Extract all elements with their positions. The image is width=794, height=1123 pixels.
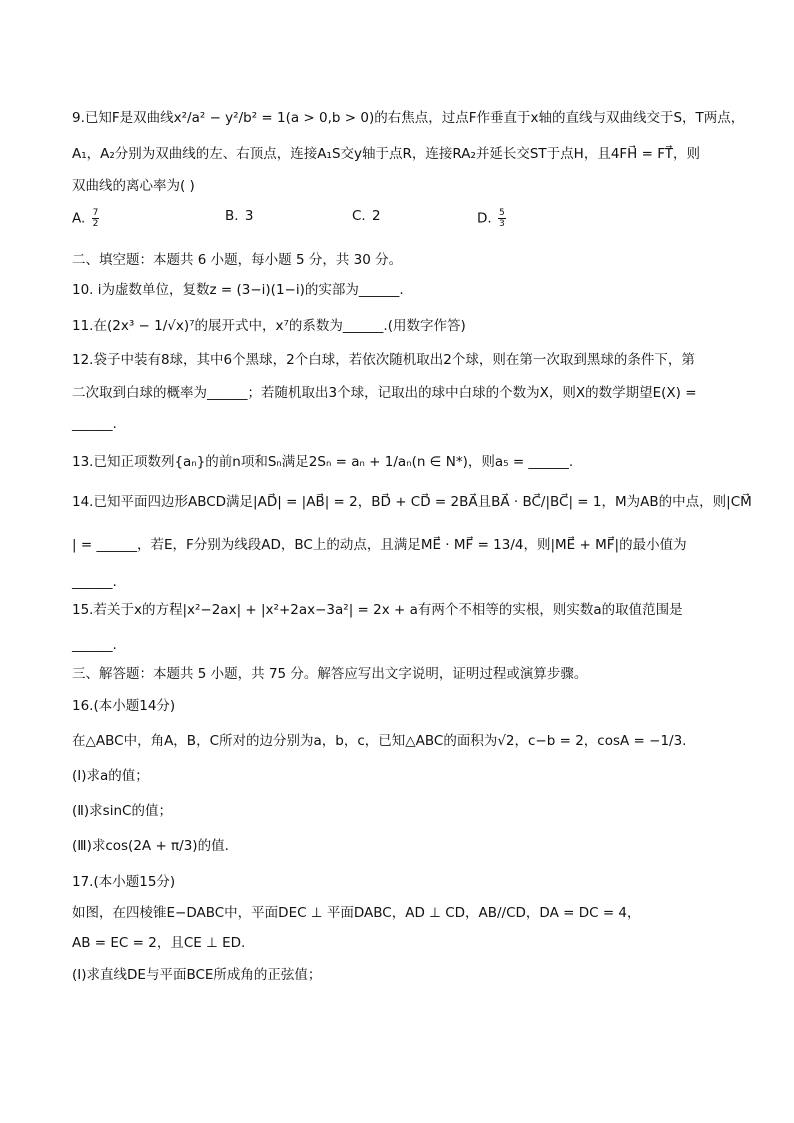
q15-line-1: 15.若关于x的方程|x²−2ax| + |x²+2ax−3a²| = 2x + a有两个不相等的实根，则实数a的取值范围是 xyxy=(72,602,683,618)
option-a-fraction xyxy=(92,208,100,229)
q12-line-2: 二次取到白球的概率为______；若随机取出3个球，记取出的球中白球的个数为X，则X的数学期望E(X) = xyxy=(72,385,697,401)
q12-line-3: ______. xyxy=(72,416,117,432)
option-b-value: 3 xyxy=(244,208,254,224)
q12-line-1: 12.袋子中装有8球，其中6个黑球，2个白球，若依次随机取出2个球，则在第一次取到黑球的条件下，第 xyxy=(72,352,695,368)
q16-part-2: (Ⅱ)求sinC的值； xyxy=(72,803,172,819)
option-d-denominator: 3 xyxy=(498,219,505,229)
option-d-fraction xyxy=(498,208,506,229)
q16-stem: 在△ABC中，角A，B，C所对的边分别为a，b，c，已知△ABC的面积为√2，c−b = 2，cosA = −1/3. xyxy=(72,733,687,749)
option-c-label: C. xyxy=(352,208,366,224)
q16-part-1: (Ⅰ)求a的值； xyxy=(72,768,149,784)
section-3-heading: 三、解答题：本题共 5 小题，共 75 分。解答应写出文字说明，证明过程或演算步骤。 xyxy=(72,666,588,682)
q17-part-1: (Ⅰ)求直线DE与平面BCE所成角的正弦值； xyxy=(72,967,322,983)
section-2-heading: 二、填空题：本题共 6 小题，每小题 5 分，共 30 分。 xyxy=(72,252,403,268)
option-c-value: 2 xyxy=(372,208,381,224)
q14-line-2: | = ______，若E，F分别为线段AD，BC上的动点，且满足ME⃗ · MF⃗ = 13/4，则|ME⃗ + MF⃗|的最小值为 xyxy=(72,537,687,553)
q17-stem-2: AB = EC = 2，且CE ⊥ ED. xyxy=(72,935,246,951)
q9-line-1: 9.已知F是双曲线x²/a² − y²/b² = 1(a > 0,b > 0)的右焦点，过点F作垂直于x轴的直线与双曲线交于S，T两点， xyxy=(72,110,745,126)
q14-line-1: 14.已知平面四边形ABCD满足|AD⃗| = |AB⃗| = 2，BD⃗ + CD⃗ = 2BA⃗且BA⃗ · BC⃗/|BC⃗| = 1，M为AB的中点，则|CM⃗ xyxy=(72,494,752,510)
option-a-label: A. xyxy=(72,210,86,227)
q15-line-2: ______. xyxy=(72,637,117,653)
option-a xyxy=(72,208,99,229)
q17-title: 17.(本小题15分) xyxy=(72,874,176,890)
option-a-denominator: 2 xyxy=(92,219,99,229)
option-d-numerator: 5 xyxy=(498,208,505,218)
q16-part-3: (Ⅲ)求cos(2A + π/3)的值. xyxy=(72,838,229,854)
option-a-numerator: 7 xyxy=(92,208,99,218)
option-c xyxy=(352,208,381,224)
option-b-label: B. xyxy=(225,208,239,224)
option-b xyxy=(225,208,253,224)
q10: 10. i为虚数单位，复数z = (3−i)(1−i)的实部为______. xyxy=(72,282,404,298)
q13: 13.已知正项数列{aₙ}的前n项和Sₙ满足2Sₙ = aₙ + 1/aₙ(n ∈ N*)，则a₅ = ______. xyxy=(72,454,574,470)
option-d-label: D. xyxy=(477,210,492,227)
q14-line-3: ______. xyxy=(72,574,117,590)
q9-options xyxy=(72,208,732,238)
q9-line-3: 双曲线的离心率为( ) xyxy=(72,178,195,194)
q17-stem-1: 如图，在四棱锥E−DABC中，平面DEC ⊥ 平面DABC，AD ⊥ CD，AB//CD，DA = DC = 4， xyxy=(72,905,641,921)
q11: 11.在(2x³ − 1/√x)⁷的展开式中，x⁷的系数为______.(用数字作答) xyxy=(72,318,466,334)
q9-line-2: A₁，A₂分别为双曲线的左、右顶点，连接A₁S交y轴于点R，连接RA₂并延长交ST于点H，且4FH⃗ = FT⃗，则 xyxy=(72,146,700,162)
option-d xyxy=(477,208,506,229)
q16-title: 16.(本小题14分) xyxy=(72,698,176,714)
